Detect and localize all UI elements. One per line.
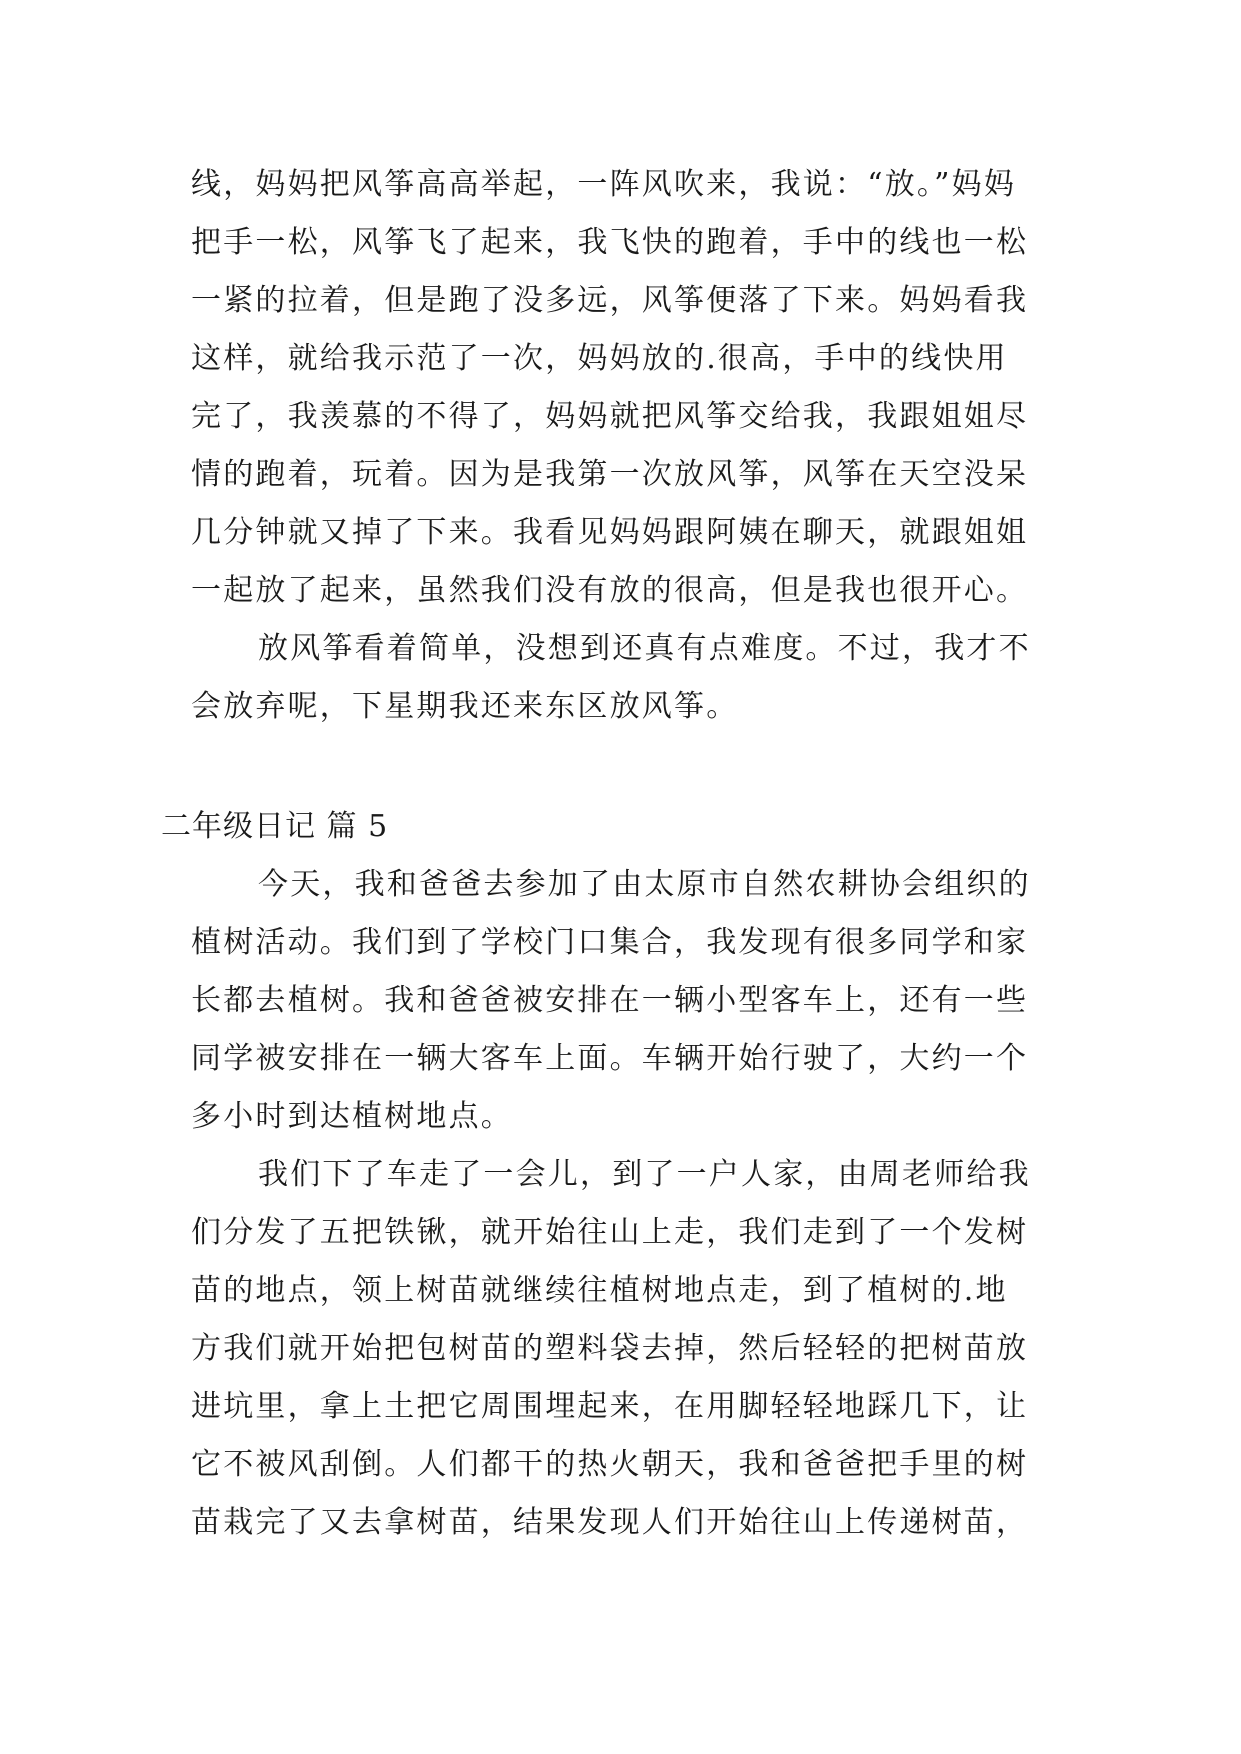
text-line: 一紧的拉着，但是跑了没多远，风筝便落了下来。妈妈看我 [191, 283, 1029, 318]
text-line: 放风筝看着简单，没想到还真有点难度。不过，我才不 [258, 631, 1031, 666]
text-line: 们分发了五把铁锹，就开始往山上走，我们走到了一个发树 [191, 1215, 1029, 1250]
text-line: 我们下了车走了一会儿，到了一户人家，由周老师给我 [258, 1157, 1031, 1192]
text-line: 情的跑着，玩着。因为是我第一次放风筝，风筝在天空没呆 [191, 457, 1029, 492]
text-line: 线，妈妈把风筝高高举起，一阵风吹来，我说：“放。”妈妈 [191, 167, 1017, 202]
text-line: 把手一松，风筝飞了起来，我飞快的跑着，手中的线也一松 [191, 225, 1029, 260]
text-line: 方我们就开始把包树苗的塑料袋去掉，然后轻轻的把树苗放 [191, 1331, 1029, 1366]
text-line: 植树活动。我们到了学校门口集合，我发现有很多同学和家 [191, 925, 1029, 960]
text-line: 会放弃呢，下星期我还来东区放风筝。 [191, 689, 739, 724]
text-line: 完了，我羡慕的不得了，妈妈就把风筝交给我，我跟姐姐尽 [191, 399, 1029, 434]
section-title: 二年级日记 篇 5 [161, 809, 389, 844]
text-line: 今天，我和爸爸去参加了由太原市自然农耕协会组织的 [258, 867, 1031, 902]
text-line: 它不被风刮倒。人们都干的热火朝天，我和爸爸把手里的树 [191, 1447, 1029, 1482]
text-line: 苗栽完了又去拿树苗，结果发现人们开始往山上传递树苗， [191, 1505, 1029, 1540]
text-line: 苗的地点，领上树苗就继续往植树地点走，到了植树的.地 [191, 1273, 1008, 1308]
text-line: 长都去植树。我和爸爸被安排在一辆小型客车上，还有一些 [191, 983, 1029, 1018]
text-line: 多小时到达植树地点。 [191, 1099, 513, 1134]
text-line: 一起放了起来，虽然我们没有放的很高，但是我也很开心。 [191, 573, 1029, 608]
text-line: 同学被安排在一辆大客车上面。车辆开始行驶了，大约一个 [191, 1041, 1029, 1076]
text-line: 几分钟就又掉了下来。我看见妈妈跟阿姨在聊天，就跟姐姐 [191, 515, 1029, 550]
text-line: 进坑里，拿上土把它周围埋起来，在用脚轻轻地踩几下，让 [191, 1389, 1029, 1424]
text-line: 这样，就给我示范了一次，妈妈放的.很高，手中的线快用 [191, 341, 1008, 376]
